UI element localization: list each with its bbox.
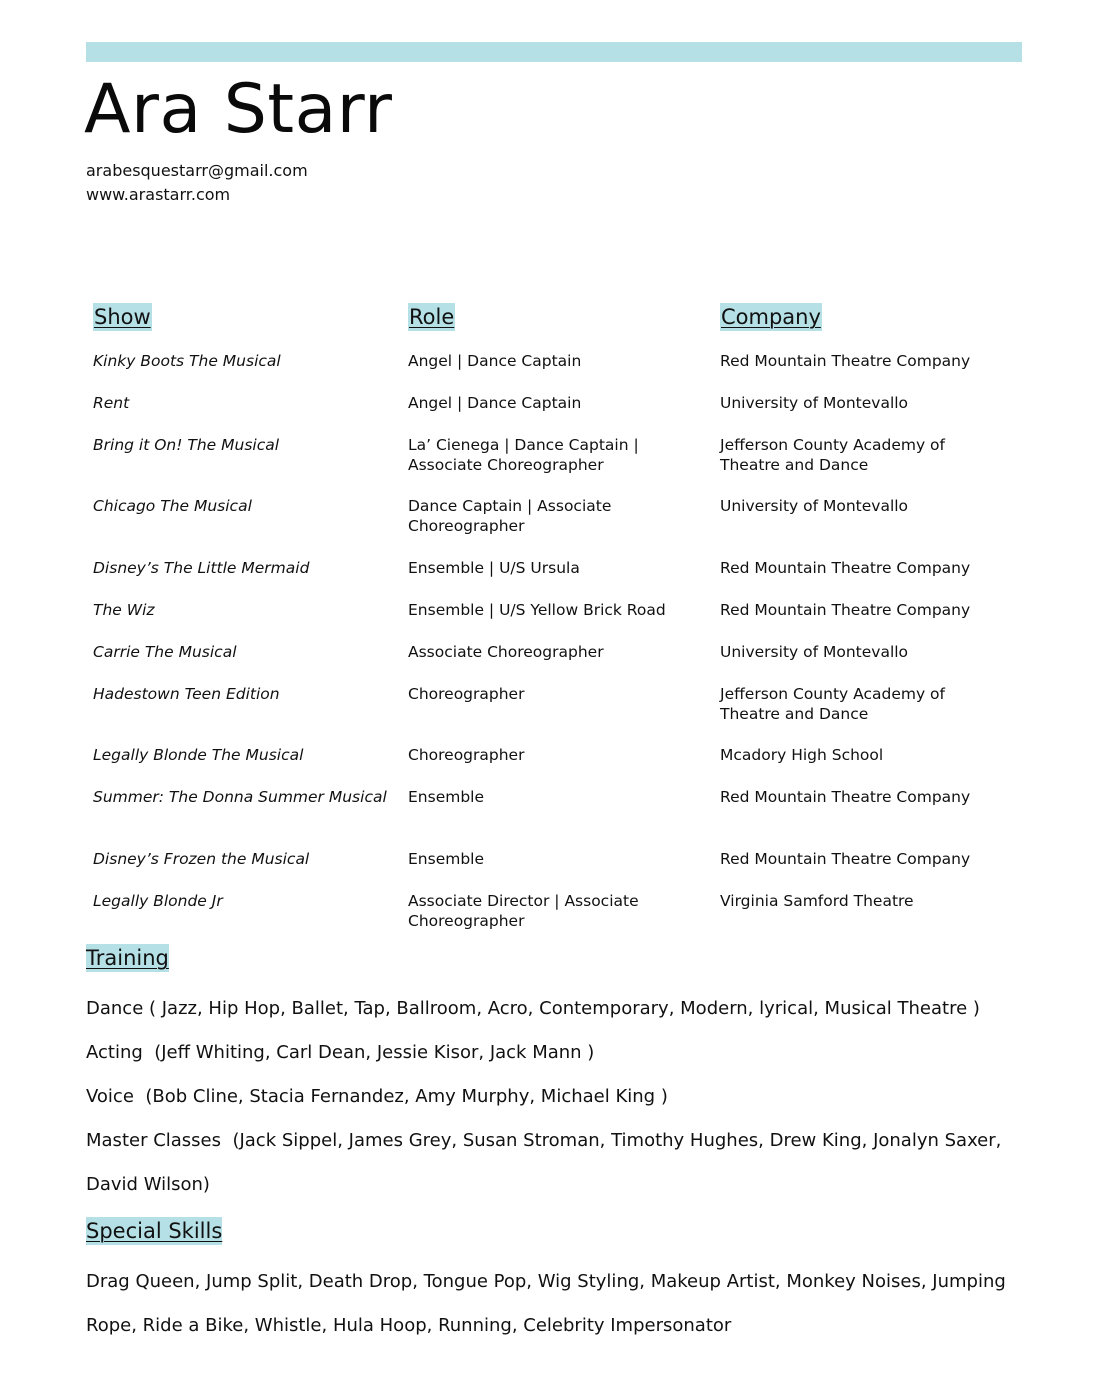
credit-role: Angel | Dance Captain	[408, 352, 582, 370]
credit-company: University of Montevallo	[720, 643, 909, 661]
credit-row	[93, 394, 1013, 436]
credit-company: Jefferson County Academy of Theatre and Dance	[720, 685, 945, 723]
training-list	[86, 987, 1022, 1207]
credit-show: Bring it On! The Musical	[93, 436, 280, 454]
credit-role: Ensemble | U/S Yellow Brick Road	[408, 601, 666, 619]
credit-show: Hadestown Teen Edition	[93, 685, 280, 703]
credit-role: Associate Choreographer	[408, 643, 604, 661]
credit-row	[93, 746, 1013, 788]
credit-company: Virginia Samford Theatre	[720, 892, 914, 910]
credit-role: Ensemble	[408, 850, 485, 868]
credit-role: Associate Director | Associate Choreographer	[408, 892, 639, 930]
credit-role: Choreographer	[408, 746, 525, 764]
credit-show: Rent	[93, 394, 130, 412]
credit-row	[93, 601, 1013, 643]
credit-company: Red Mountain Theatre Company	[720, 850, 971, 868]
credit-show: Summer: The Donna Summer Musical	[93, 788, 387, 806]
email-address[interactable]: arabesquestarr@gmail.com	[86, 161, 308, 180]
credit-show: Disney’s The Little Mermaid	[93, 559, 310, 577]
training-line: Dance ( Jazz, Hip Hop, Ballet, Tap, Ballroom, Acro, Contemporary, Modern, lyrical, Musical Theatre )	[86, 998, 980, 1019]
training-line: Acting (Jeff Whiting, Carl Dean, Jessie Kisor, Jack Mann )	[86, 1042, 595, 1063]
header-accent-bar	[86, 42, 1022, 62]
credit-row	[93, 643, 1013, 685]
credit-row	[93, 559, 1013, 601]
credit-role: Ensemble	[408, 788, 485, 806]
credit-role: La’ Cienega | Dance Captain | Associate Choreographer	[408, 436, 639, 474]
credit-role: Choreographer	[408, 685, 525, 703]
credit-show: Legally Blonde The Musical	[93, 746, 304, 764]
website-link[interactable]: www.arastarr.com	[86, 185, 231, 204]
credit-company: Red Mountain Theatre Company	[720, 601, 971, 619]
credit-show: The Wiz	[93, 601, 155, 619]
credit-company: University of Montevallo	[720, 497, 909, 515]
credits-table	[93, 352, 1013, 934]
training-heading: Training	[86, 946, 169, 970]
column-header-role: Role	[409, 305, 455, 329]
training-line: Master Classes (Jack Sippel, James Grey, Susan Stroman, Timothy Hughes, Drew King, Jonalyn Saxer,	[86, 1130, 1002, 1151]
credit-company: Jefferson County Academy of Theatre and Dance	[720, 436, 945, 474]
credit-company: Red Mountain Theatre Company	[720, 559, 971, 577]
credit-company: Mcadory High School	[720, 746, 884, 764]
training-line: David Wilson)	[86, 1174, 210, 1195]
credit-role: Angel | Dance Captain	[408, 394, 582, 412]
credit-row	[93, 788, 1013, 850]
credit-show: Carrie The Musical	[93, 643, 237, 661]
credit-company: Red Mountain Theatre Company	[720, 788, 971, 806]
credit-show: Chicago The Musical	[93, 497, 252, 515]
credit-role: Ensemble | U/S Ursula	[408, 559, 580, 577]
special-skills-heading: Special Skills	[86, 1219, 223, 1243]
credit-show: Kinky Boots The Musical	[93, 352, 281, 370]
credit-row	[93, 892, 1013, 934]
credit-company: Red Mountain Theatre Company	[720, 352, 971, 370]
training-line: Voice (Bob Cline, Stacia Fernandez, Amy Murphy, Michael King )	[86, 1086, 668, 1107]
credit-show: Disney’s Frozen the Musical	[93, 850, 310, 868]
performer-name: Ara Starr	[84, 70, 393, 149]
credit-row	[93, 850, 1013, 892]
credit-company: University of Montevallo	[720, 394, 909, 412]
column-header-show: Show	[94, 305, 151, 329]
credit-role: Dance Captain | Associate Choreographer	[408, 497, 612, 535]
credit-row	[93, 685, 1013, 746]
credit-row	[93, 497, 1013, 559]
column-header-company: Company	[721, 305, 821, 329]
credit-row	[93, 352, 1013, 394]
credit-row	[93, 436, 1013, 497]
credit-show: Legally Blonde Jr	[93, 892, 223, 910]
special-skills-text: Drag Queen, Jump Split, Death Drop, Tongue Pop, Wig Styling, Makeup Artist, Monkey Noises, Jumping Rope, Ride a Bike, Whistle, Hula Hoop, Running, Celebrity Impersonator	[86, 1271, 1006, 1336]
